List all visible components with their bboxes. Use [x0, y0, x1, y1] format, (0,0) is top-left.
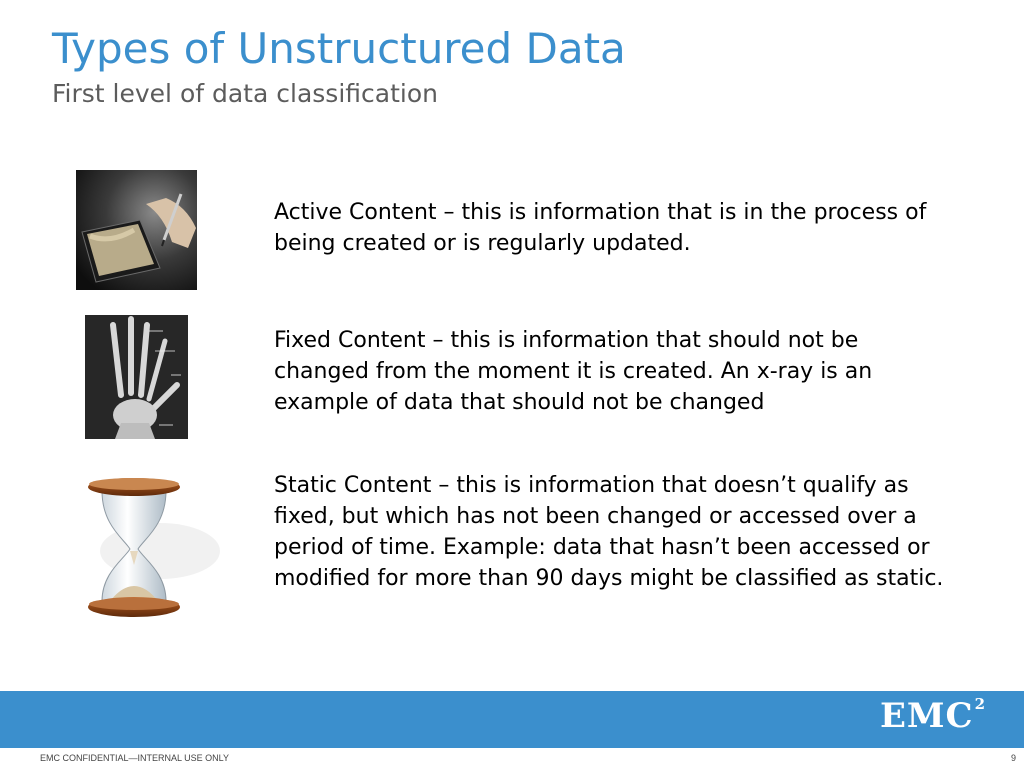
- slide-subtitle: First level of data classification: [52, 79, 438, 108]
- static-content-paragraph: Static Content – this is information that doesn’t qualify as fixed, but which has not been changed or accessed over a period of time. Example: data that hasn’t been accessed or modified for more than 90 days might be classified as static.: [274, 473, 944, 591]
- footer-bar: [0, 748, 1024, 768]
- page-number: 9: [1010, 753, 1016, 763]
- fixed-content-paragraph: Fixed Content – this is information that should not be changed from the moment it is created. An x-ray is an example of data that should not be changed: [274, 328, 873, 415]
- xray-hand-photo-icon: [85, 315, 188, 439]
- fixed-content-text: [274, 325, 954, 418]
- logo-superscript: 2: [974, 694, 987, 713]
- tablet-stylus-photo-icon: [76, 170, 197, 290]
- logo-text: EMC: [880, 696, 974, 736]
- hourglass-icon: [82, 473, 222, 625]
- emc-logo: [880, 696, 986, 737]
- static-content-text: [274, 470, 954, 594]
- active-content-paragraph: Active Content – this is information that is in the process of being created or is regularly updated.: [274, 200, 927, 256]
- slide-title: Types of Unstructured Data: [52, 24, 626, 73]
- footer-band: [0, 691, 1024, 748]
- confidential-notice: EMC CONFIDENTIAL—INTERNAL USE ONLY: [40, 753, 230, 763]
- active-content-text: [274, 197, 954, 259]
